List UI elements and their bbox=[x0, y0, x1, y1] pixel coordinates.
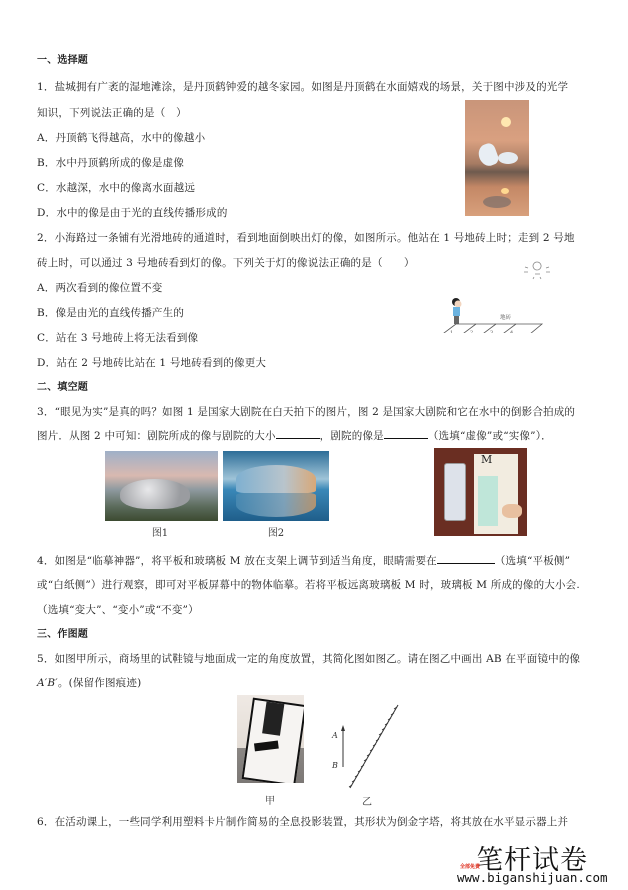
mirror-frame bbox=[242, 698, 304, 783]
q5-stem-line2: A′B′。(保留作图痕迹) bbox=[37, 677, 142, 689]
q1-option-a: A．丹顶鹤飞得越高，水中的像越小 bbox=[37, 132, 206, 144]
svg-text:4: 4 bbox=[510, 330, 514, 333]
dome-shape bbox=[236, 465, 316, 493]
point-a-label: A bbox=[332, 731, 338, 740]
hand-shape bbox=[502, 504, 522, 518]
shoe-mirror-photo bbox=[237, 695, 304, 783]
svg-text:2: 2 bbox=[470, 330, 474, 333]
watermark-tag: 全部免费 bbox=[460, 864, 481, 870]
floor-label: 地砖 bbox=[500, 315, 512, 321]
fig-jia-caption: 甲 bbox=[265, 796, 275, 807]
section-heading-fill-in: 二、填空题 bbox=[37, 382, 88, 393]
q1-option-d: D．水中的像是由于光的直线传播形成的 bbox=[37, 207, 228, 219]
dome-reflection bbox=[236, 493, 316, 517]
crane-reflection bbox=[483, 196, 511, 208]
watermark-title: 笔杆试卷 bbox=[476, 845, 588, 876]
q2-option-c: C．站在 3 号地砖上将无法看到像 bbox=[37, 332, 199, 344]
q3-blank-1[interactable] bbox=[276, 428, 320, 439]
opera-house-photo-2 bbox=[223, 451, 329, 521]
sun-icon bbox=[501, 117, 511, 127]
q2-stem-line1: 2．小海路过一条铺有光滑地砖的通道时，看到地面倒映出灯的像，如图所示。他站在 1 号地砖上时；走到 2 号地 bbox=[37, 232, 575, 244]
crane-shape bbox=[476, 142, 500, 169]
q2-option-b: B．像是由光的直线传播产生的 bbox=[37, 307, 185, 319]
svg-text:3: 3 bbox=[490, 330, 494, 333]
q1-option-b: B．水中丹顶鹤所成的像是虚像 bbox=[37, 157, 185, 169]
q2-option-a: A．两次看到的像位置不变 bbox=[37, 282, 163, 294]
crane-shape bbox=[498, 152, 518, 164]
q5-stem-line1: 5．如图甲所示，商场里的试鞋镜与地面成一定的角度放置，其简化图如图乙。请在图乙中画出 AB 在平面镜中的像 bbox=[37, 653, 581, 665]
glass-plate-shape bbox=[478, 476, 498, 526]
q3-stem-line1: 3．“眼见为实”是真的吗？如图 1 是国家大剧院在白天拍下的图片，图 2 是国家大剧院和它在水中的倒影合拍成的 bbox=[37, 406, 576, 418]
shoe-shape bbox=[254, 741, 279, 752]
red-crowned-crane-photo bbox=[465, 100, 529, 216]
q2-stem-line2: 砖上时，可以通过 3 号地砖看到灯的像。下列关于灯的像说法正确的是（ ） bbox=[37, 257, 415, 269]
glass-plate-label: M bbox=[481, 453, 493, 466]
svg-text:1: 1 bbox=[450, 330, 454, 333]
fig-yi-caption: 乙 bbox=[362, 797, 372, 808]
watermark-url[interactable]: www.biganshijuan.com bbox=[457, 870, 608, 885]
q4-stem-line1: 4．如图是“临摹神器”，将平板和玻璃板 M 放在支架上调节到适当角度，眼睛需要在 （选填“平板侧” bbox=[37, 555, 571, 567]
q4-stem-line3: （选填“变大”、“变小”或“不变”） bbox=[37, 604, 199, 616]
mirror-diagram bbox=[325, 695, 405, 795]
sun-reflection bbox=[501, 188, 509, 194]
tracing-device-photo bbox=[434, 448, 527, 536]
section-heading-multiple-choice: 一、选择题 bbox=[37, 55, 88, 66]
section-heading-drawing: 三、作图题 bbox=[37, 629, 88, 640]
q2-option-d: D．站在 2 号地砖比站在 1 号地砖看到的像更大 bbox=[37, 357, 267, 369]
tablet-shape bbox=[444, 463, 466, 521]
q6-stem-line1: 6．在活动课上，一些同学利用塑料卡片制作简易的全息投影装置，其形状为倒金字塔，将其放在水平显示器上并 bbox=[37, 816, 569, 828]
trousers-shape bbox=[262, 702, 284, 736]
q1-option-c: C．水越深，水中的像离水面越远 bbox=[37, 182, 196, 194]
fig2-caption: 图2 bbox=[267, 528, 285, 539]
q1-stem-line1: 1．盐城拥有广袤的湿地滩涂，是丹顶鹤钟爱的越冬家园。如图是丹顶鹤在水面嬉戏的场景，关于图中涉及的光学 bbox=[37, 81, 569, 93]
q1-stem-line2: 知识，下列说法正确的是（ ） bbox=[37, 107, 187, 119]
q3-stem-line2: 图片．从图 2 中可知：剧院所成的像与剧院的大小 ，剧院的像是 （选填“虚像”或“实像”）． bbox=[37, 430, 552, 442]
point-b-label: B bbox=[332, 761, 338, 770]
fig1-caption: 图1 bbox=[151, 528, 169, 539]
q3-blank-2[interactable] bbox=[384, 428, 428, 439]
opera-house-photo-1 bbox=[105, 451, 218, 521]
q4-blank-1[interactable] bbox=[437, 553, 495, 564]
q4-stem-line2: 或“白纸侧”）进行观察，即可对平板屏幕中的物体临摹。若将平板远离玻璃板 M 时，玻璃板 M 所成的像的大小会. bbox=[37, 579, 580, 591]
dome-shape bbox=[120, 479, 190, 509]
floor-tile-diagram bbox=[430, 258, 560, 333]
